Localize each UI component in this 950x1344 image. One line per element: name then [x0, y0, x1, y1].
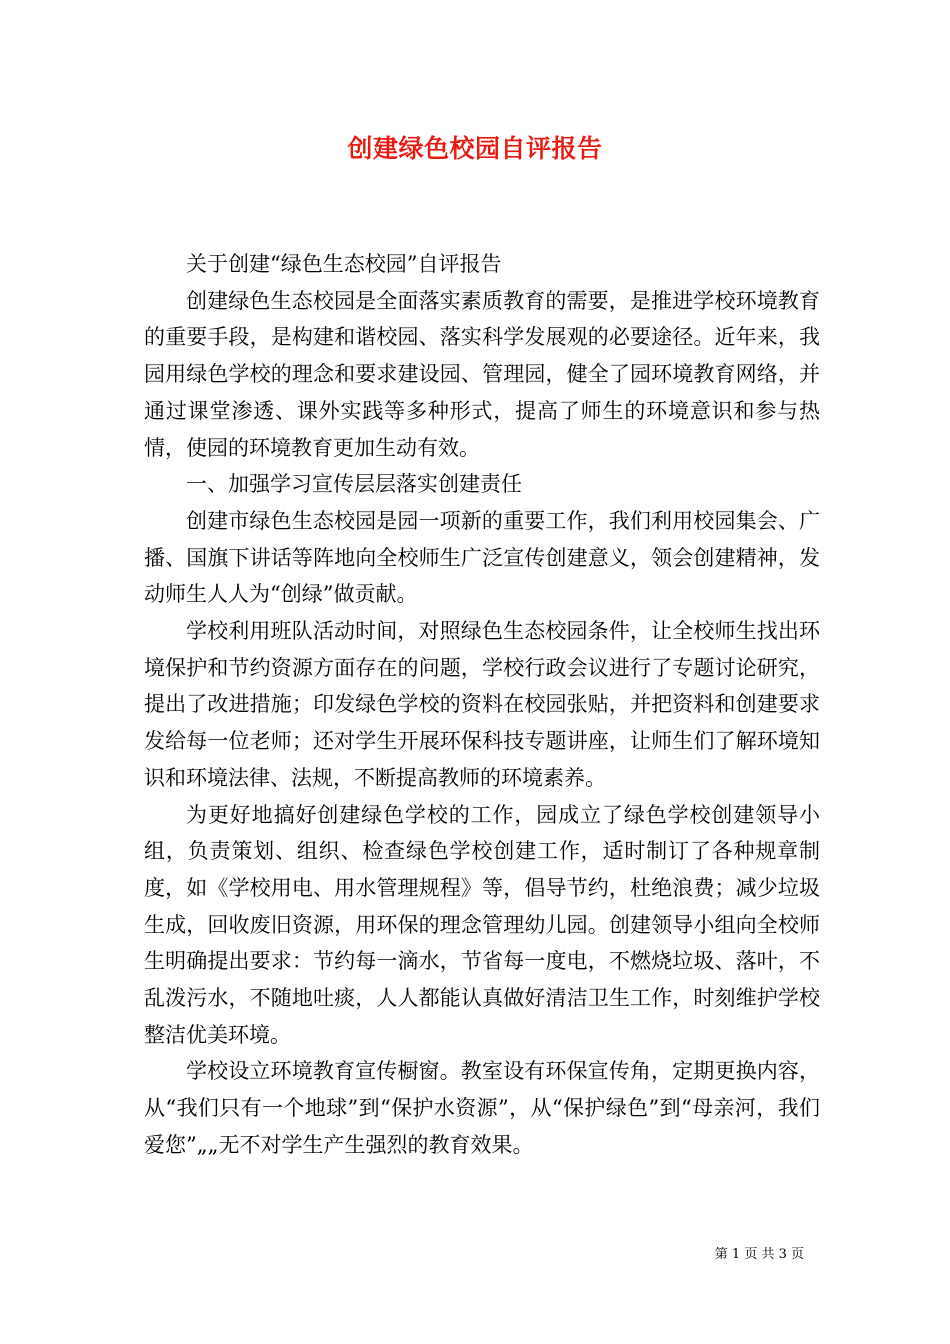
paragraph: 创建市绿色生态校园是园一项新的重要工作，我们利用校园集会、广播、国旗下讲话等阵地向全校师生广泛宣传创建意义，领会创建精神，发动师生人人为“创绿”做贡献。	[144, 508, 820, 607]
paragraph: 学校利用班队活动时间，对照绿色生态校园条件，让全校师生找出环境保护和节约资源方面存在的问题，学校行政会议进行了专题讨论研究，提出了改进措施；印发绿色学校的资料在校园张贴，并把资料和创建要求发给每一位老师；还对学生开展环保科技专题讲座，让师生们了解环境知识和环境法律、法规，不断提高教师的环境素养。	[144, 619, 820, 790]
document-body	[144, 246, 820, 1164]
paragraph-heading: 关于创建“绿色生态校园”自评报告	[186, 252, 502, 276]
section-heading: 一、加强学习宣传层层落实创建责任	[186, 472, 522, 497]
paragraph: 学校设立环境教育宣传橱窗。教室设有环保宣传角，定期更换内容，从“我们只有一个地球”到“保护水资源”，从“保护绿色”到“母亲河，我们爱您”„„无不对学生产生强烈的教育效果。	[144, 1059, 820, 1157]
paragraph: 为更好地搞好创建绿色学校的工作，园成立了绿色学校创建领导小组，负责策划、组织、检查绿色学校创建工作，适时制订了各种规章制度，如《学校用电、用水管理规程》等，倡导节约，杜绝浪费；减少垃圾生成，回收废旧资源，用环保的理念管理幼儿园。创建领导小组向全校师生明确提出要求：节约每一滴水，节省每一度电，不燃烧垃圾、落叶，不乱泼污水，不随地吐痰，人人都能认真做好清洁卫生工作，时刻维护学校整洁优美环境。	[144, 802, 820, 1047]
paragraph: 创建绿色生态校园是全面落实素质教育的需要，是推进学校环境教育的重要手段，是构建和谐校园、落实科学发展观的必要途径。近年来，我园用绿色学校的理念和要求建设园、管理园，健全了园环境教育网络，并通过课堂渗透、课外实践等多种形式，提高了师生的环境意识和参与热情，使园的环境教育更加生动有效。	[144, 288, 820, 460]
page-number-footer: 第 1 页 共 3 页	[714, 1247, 804, 1262]
document-title: 创建绿色校园自评报告	[347, 134, 603, 163]
